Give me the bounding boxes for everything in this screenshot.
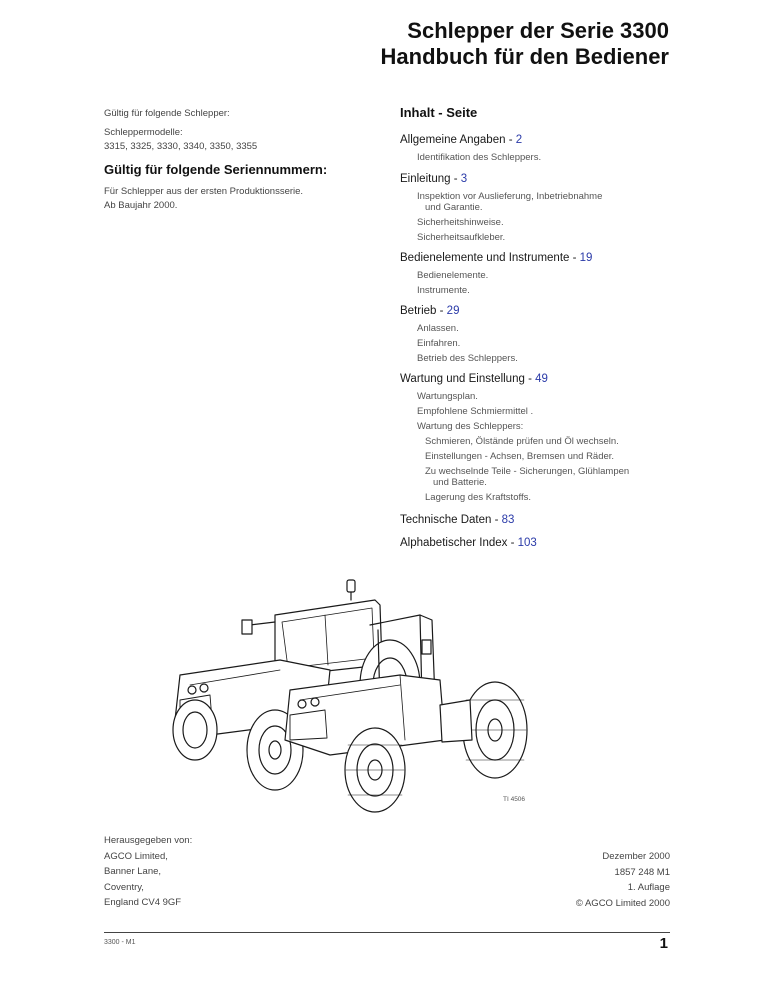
part-number: 1857 248 M1 bbox=[614, 866, 670, 878]
footer-rule bbox=[104, 932, 670, 933]
toc-item: Empfohlene Schmiermittel . bbox=[417, 406, 534, 417]
edition-date: Dezember 2000 bbox=[602, 851, 670, 862]
table-of-contents bbox=[400, 105, 680, 551]
toc-heading: Inhalt - Seite bbox=[400, 105, 478, 120]
validity-block bbox=[104, 107, 364, 213]
toc-item: Sicherheitshinweise. bbox=[417, 217, 504, 228]
serial-heading: Gültig für folgende Seriennummern: bbox=[104, 162, 328, 177]
publisher-line: Coventry, bbox=[104, 881, 144, 893]
toc-section[interactable]: Betrieb - 29 bbox=[400, 305, 460, 317]
tractor-illustration bbox=[150, 570, 540, 820]
toc-item: Wartungsplan. bbox=[417, 391, 478, 402]
toc-section-title: Bedienelemente und Instrumente bbox=[400, 252, 570, 264]
toc-page-link[interactable]: 19 bbox=[579, 252, 593, 264]
toc-subitem: Zu wechselnde Teile - Sicherungen, Glühlampen und Batterie. bbox=[425, 466, 630, 488]
toc-section-title: Allgemeine Angaben bbox=[400, 134, 506, 146]
toc-page-link[interactable]: 49 bbox=[535, 373, 548, 385]
figure-label: TI 4506 bbox=[503, 796, 526, 803]
toc-subitem: Lagerung des Kraftstoffs. bbox=[425, 492, 531, 503]
toc-item: Sicherheitsaufkleber. bbox=[417, 232, 506, 243]
page-number: 1 bbox=[659, 935, 668, 952]
toc-page-link[interactable]: 2 bbox=[515, 134, 523, 146]
publisher-block bbox=[104, 833, 192, 911]
footer-code: 3300 - M1 bbox=[104, 939, 136, 946]
toc-section[interactable]: Bedienelemente und Instrumente - 19 bbox=[400, 252, 593, 264]
toc-section[interactable]: Allgemeine Angaben - 2 bbox=[400, 134, 523, 146]
toc-item: Betrieb des Schleppers. bbox=[417, 353, 518, 364]
serial-line-2: Ab Baujahr 2000. bbox=[104, 200, 178, 211]
serial-line-1: Für Schlepper aus der ersten Produktionsserie. bbox=[104, 186, 304, 197]
toc-section-title: Alphabetischer Index bbox=[400, 537, 508, 549]
publisher-line: AGCO Limited, bbox=[104, 850, 168, 862]
toc-page-link[interactable]: 103 bbox=[517, 537, 537, 549]
toc-section[interactable]: Einleitung - 3 bbox=[400, 173, 468, 185]
toc-item: Einfahren. bbox=[417, 338, 461, 349]
title-line-1: Schlepper der Serie 3300 bbox=[407, 18, 669, 43]
models-list: 3315, 3325, 3330, 3340, 3350, 3355 bbox=[104, 141, 258, 152]
publisher-line: Banner Lane, bbox=[104, 866, 162, 877]
toc-section-title: Wartung und Einstellung bbox=[400, 373, 525, 385]
toc-item: Anlassen. bbox=[417, 323, 459, 334]
models-label: Schleppermodelle: bbox=[104, 127, 183, 138]
document-title bbox=[381, 18, 669, 70]
toc-page-link[interactable]: 29 bbox=[446, 305, 460, 317]
toc-page-link[interactable]: 83 bbox=[501, 514, 515, 526]
toc-page-link[interactable]: 3 bbox=[460, 173, 468, 185]
toc-section[interactable]: Wartung und Einstellung - 49 bbox=[400, 373, 548, 385]
toc-section[interactable]: Alphabetischer Index - 103 bbox=[400, 537, 537, 549]
toc-section-title: Einleitung bbox=[400, 173, 451, 185]
toc-section-title: Technische Daten bbox=[400, 514, 492, 526]
title-line-2: Handbuch für den Bediener bbox=[380, 44, 669, 69]
toc-section-title: Betrieb bbox=[400, 305, 437, 317]
publisher-line: England CV4 9GF bbox=[104, 897, 182, 908]
toc-item: Instrumente. bbox=[417, 285, 470, 296]
publisher-label: Herausgegeben von: bbox=[104, 835, 193, 846]
toc-subitem: Schmieren, Ölstände prüfen und Öl wechseln. bbox=[425, 436, 619, 447]
validity-intro: Gültig für folgende Schlepper: bbox=[104, 108, 230, 119]
edition-block bbox=[576, 849, 670, 911]
edition-number: 1. Auflage bbox=[627, 882, 670, 893]
toc-item: Identifikation des Schleppers. bbox=[417, 152, 542, 163]
toc-item: Wartung des Schleppers: bbox=[417, 421, 524, 432]
toc-subitem: Einstellungen - Achsen, Bremsen und Räder. bbox=[425, 451, 615, 462]
toc-item: Bedienelemente. bbox=[417, 270, 489, 281]
toc-section[interactable]: Technische Daten - 83 bbox=[400, 514, 515, 526]
copyright: © AGCO Limited 2000 bbox=[575, 897, 670, 909]
toc-item: Inspektion vor Auslieferung, Inbetriebnahme und Garantie. bbox=[417, 191, 603, 213]
